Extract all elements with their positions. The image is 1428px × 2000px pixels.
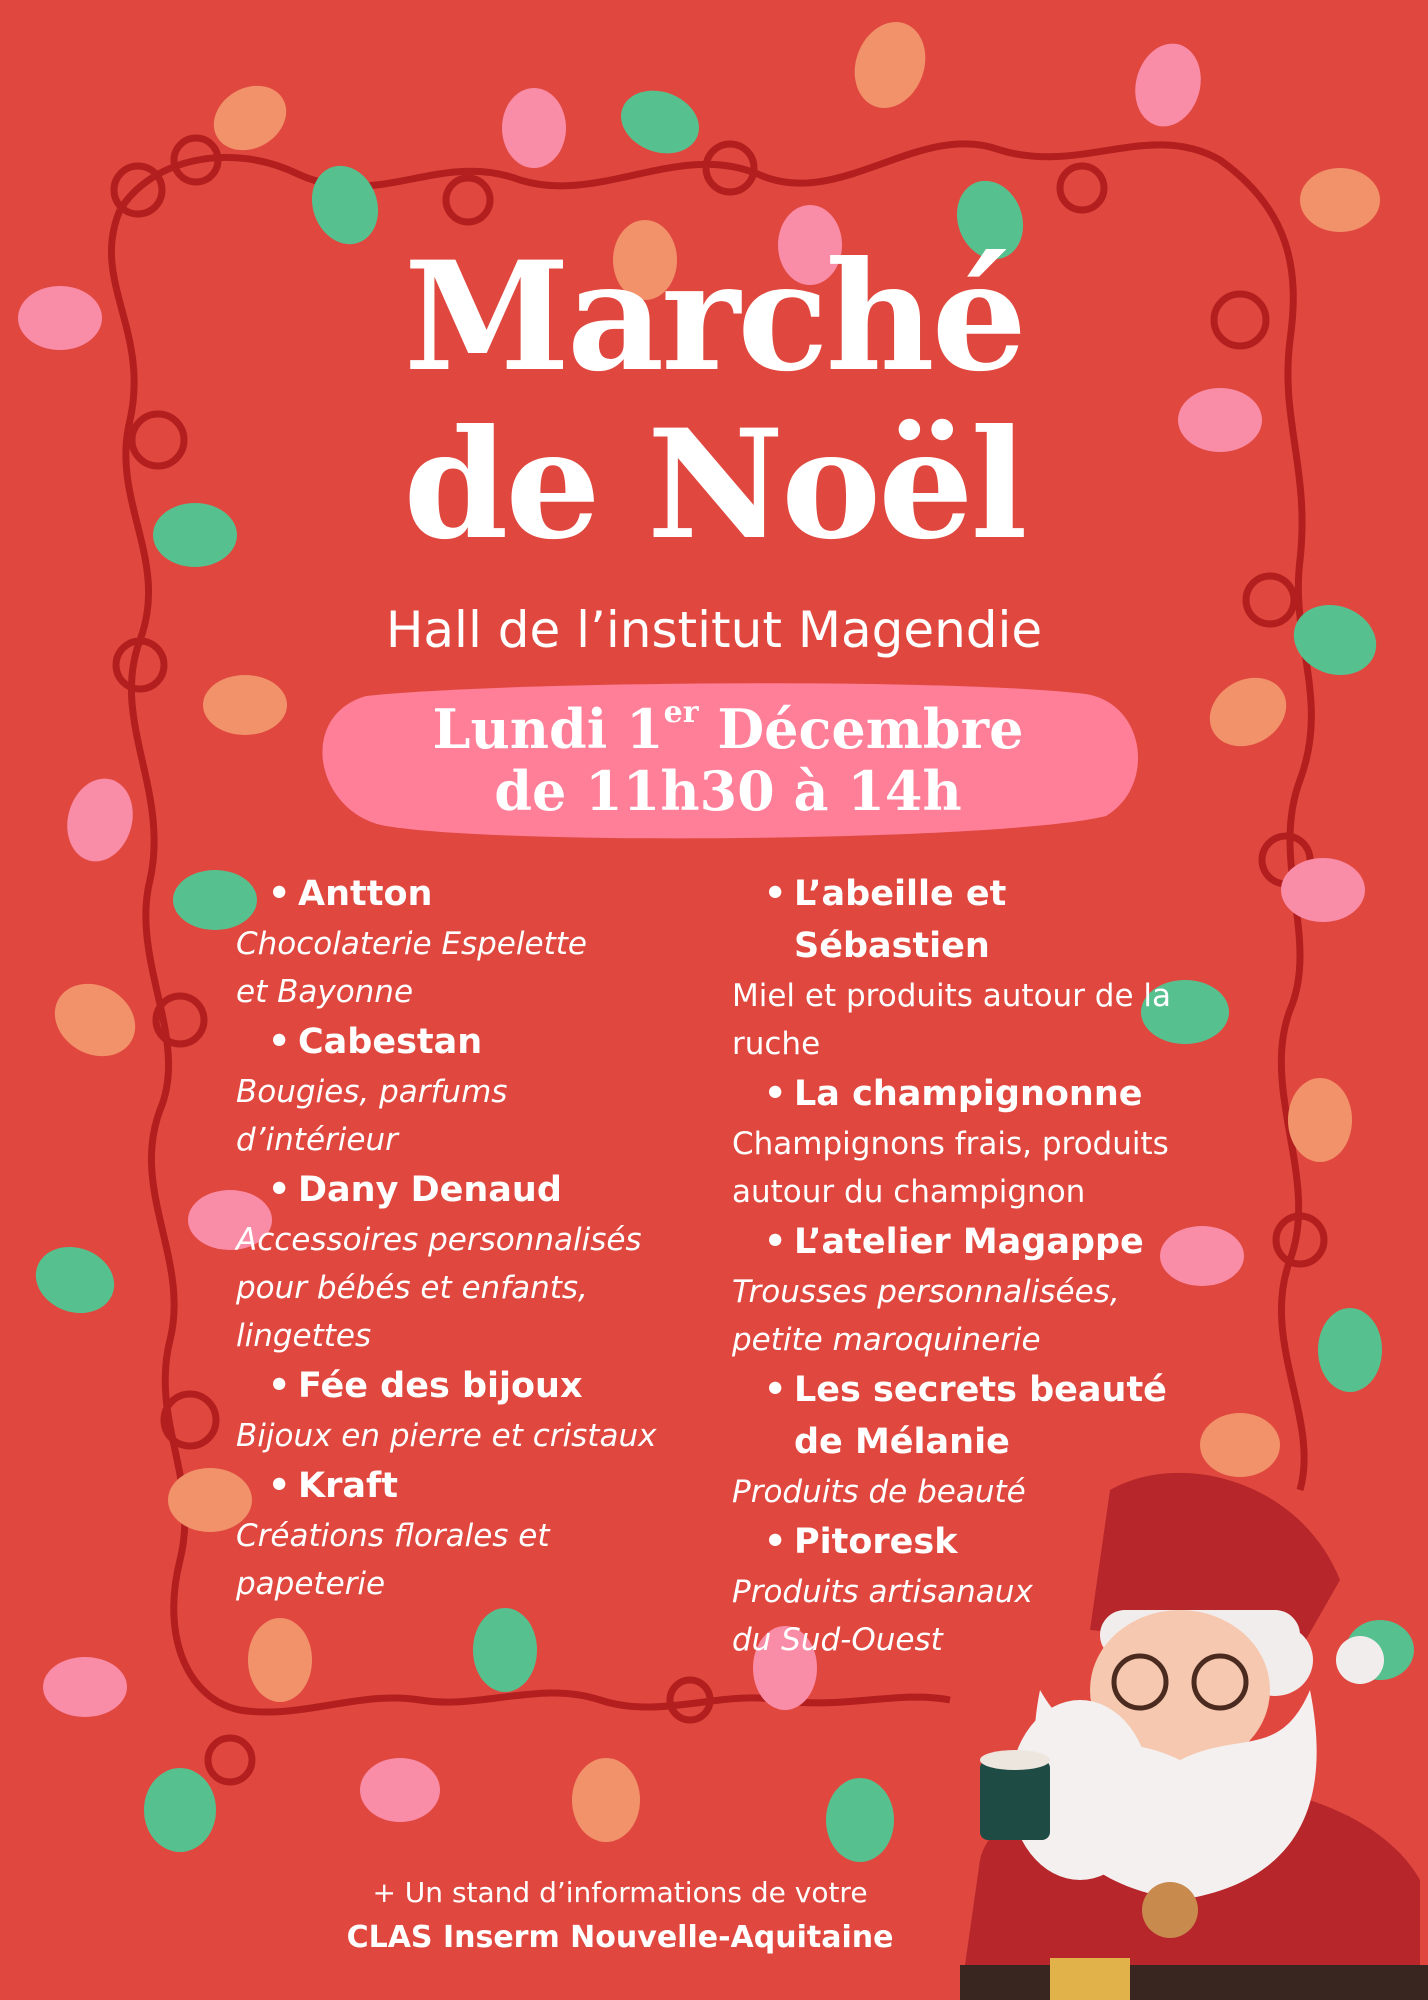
vendor-name <box>728 868 1208 972</box>
vendor-description: pour bébés et enfants, <box>236 1270 588 1306</box>
vendor-name-text: Cabestan <box>298 1022 483 1062</box>
vendor-name <box>232 1016 712 1068</box>
date-banner <box>306 676 1150 846</box>
date-sup: er <box>663 695 699 730</box>
vendor-item <box>232 868 712 1016</box>
vendor-description: Produits artisanaux <box>732 1574 1033 1610</box>
vendor-name-text: L’abeille et Sébastien <box>794 874 1007 966</box>
santa-claus-icon <box>920 1460 1428 2000</box>
vendor-description: Chocolaterie Espelette <box>236 926 587 962</box>
vendor-description: Miel et produits autour de la <box>732 978 1172 1014</box>
vendor-description: petite maroquinerie <box>732 1322 1041 1358</box>
vendor-name-text: Pitoresk <box>794 1522 958 1562</box>
vendor-name-text: Antton <box>298 874 433 914</box>
vendor-description: lingettes <box>236 1318 372 1354</box>
vendor-item <box>232 1164 712 1360</box>
vendor-description: papeterie <box>236 1566 386 1602</box>
vendor-description: Créations florales et <box>236 1518 550 1554</box>
vendor-item <box>232 1460 712 1608</box>
vendor-description: Trousses personnalisées, <box>732 1274 1120 1310</box>
vendor-name-text: L’atelier Magappe <box>794 1222 1144 1262</box>
vendor-name-text: La champignonne <box>794 1074 1143 1114</box>
date-day: Lundi 1 <box>432 697 664 761</box>
subtitle: Hall de l’institut Magendie <box>385 601 1043 659</box>
vendor-item <box>232 1360 712 1460</box>
vendor-description: du Sud-Ouest <box>732 1622 943 1658</box>
vendor-description: Accessoires personnalisés <box>236 1222 642 1258</box>
vendor-name <box>232 1360 712 1412</box>
vendor-name <box>232 1460 712 1512</box>
vendor-name <box>232 1164 712 1216</box>
vendor-item <box>728 1068 1208 1216</box>
vendor-description: et Bayonne <box>236 974 414 1010</box>
vendor-item <box>232 1016 712 1164</box>
date-time: de 11h30 à 14h <box>494 759 962 823</box>
vendor-list-left <box>232 868 712 1608</box>
vendor-description: Produits de beauté <box>732 1474 1026 1510</box>
vendor-name <box>232 868 712 920</box>
date-text <box>306 695 1150 823</box>
title-line-1: Marché <box>403 229 1025 405</box>
vendor-item <box>728 1216 1208 1364</box>
footer-line-2: CLAS Inserm Nouvelle-Aquitaine <box>346 1920 894 1955</box>
footer-line-1: + Un stand d’informations de votre <box>372 1876 868 1909</box>
vendor-name-text: Fée des bijoux <box>298 1366 583 1406</box>
vendor-description: ruche <box>732 1026 821 1062</box>
vendor-name <box>728 1364 1208 1468</box>
vendor-name-text: Les secrets beauté de Mélanie <box>794 1370 1167 1462</box>
vendor-name <box>728 1068 1208 1120</box>
vendor-name-text: Kraft <box>298 1466 398 1506</box>
vendor-description: autour du champignon <box>732 1174 1086 1210</box>
vendor-description: Bijoux en pierre et cristaux <box>236 1418 657 1454</box>
vendor-description: Bougies, parfums <box>236 1074 508 1110</box>
vendor-item <box>728 868 1208 1068</box>
title-line-2: de Noël <box>403 397 1025 573</box>
vendor-description: Champignons frais, produits <box>732 1126 1169 1162</box>
vendor-name <box>728 1216 1208 1268</box>
date-month: Décembre <box>698 697 1024 761</box>
vendor-description: d’intérieur <box>236 1122 398 1158</box>
vendor-name-text: Dany Denaud <box>298 1170 562 1210</box>
